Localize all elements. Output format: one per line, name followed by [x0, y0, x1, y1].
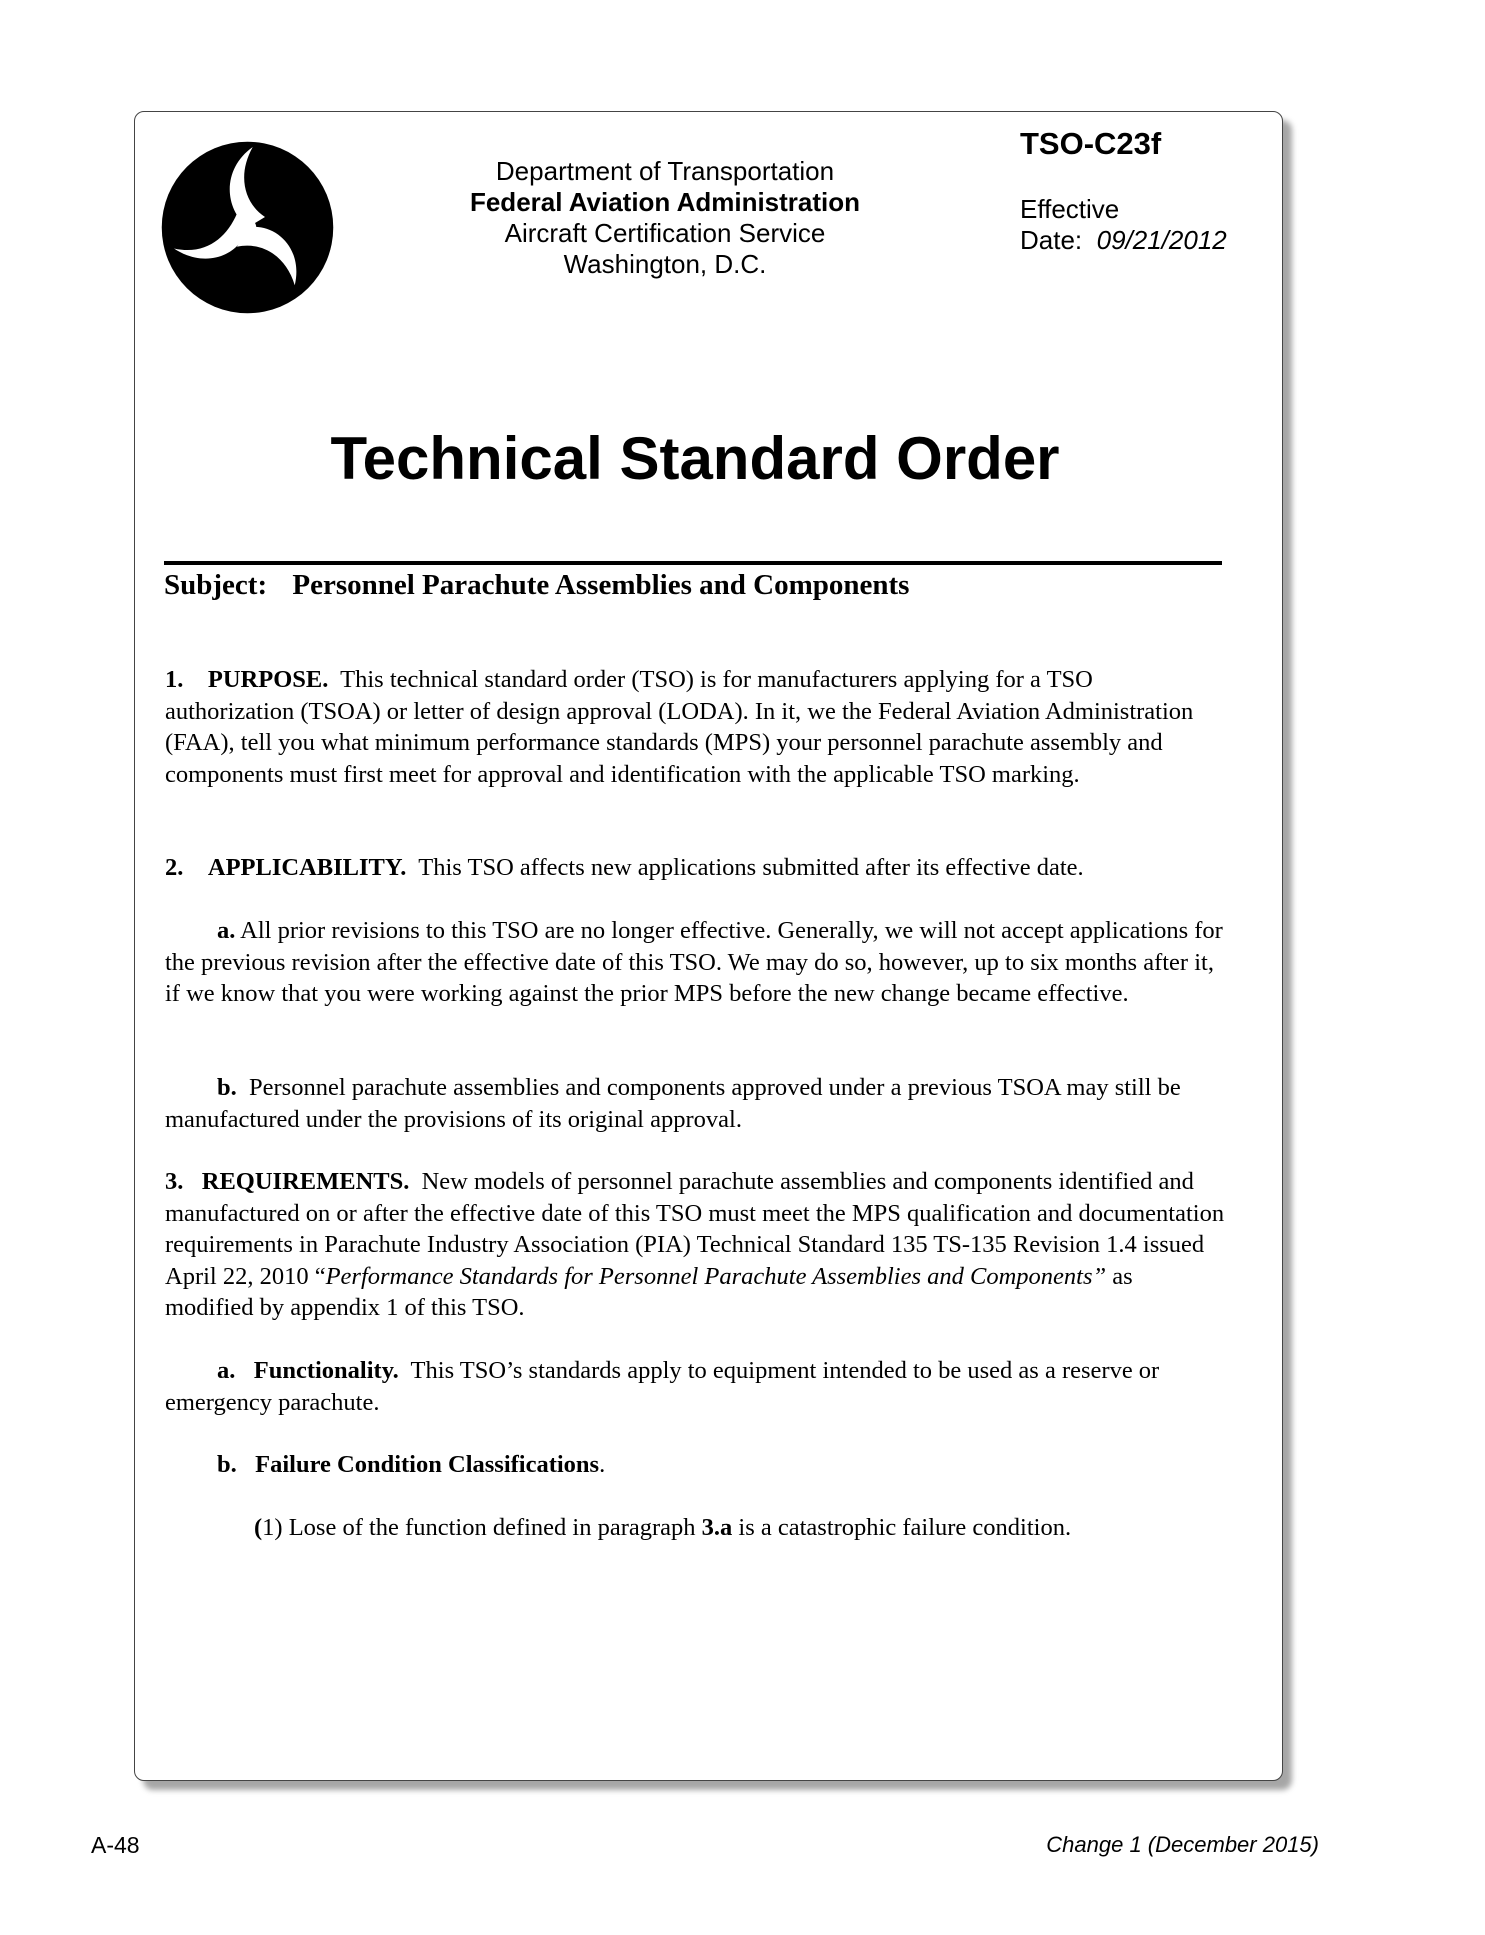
- section-heading: REQUIREMENTS.: [201, 1168, 410, 1195]
- page-title: Technical Standard Order: [330, 425, 1060, 492]
- paragraph-3b1: [254, 1512, 1225, 1544]
- section-number: 2.: [165, 854, 184, 881]
- paragraph-period: .: [599, 1451, 606, 1478]
- agency-block: [400, 156, 930, 280]
- agency-department: Department of Transportation: [495, 156, 835, 186]
- effective-label: Effective: [1020, 194, 1120, 224]
- subject-text: Personnel Parachute Assemblies and Components: [292, 569, 910, 601]
- paragraph-text: All prior revisions to this TSO are no longer effective. Generally, we will not accept applications for the previous revision after the effective date of this TSO. We may do so, however, up to six months after it, if we know that you were working against the prior MPS before the new change became effective.: [165, 917, 1223, 1007]
- paren-open: (: [254, 1514, 263, 1541]
- paragraph-label: b.: [217, 1074, 237, 1101]
- paragraph-2b: [165, 1072, 1225, 1135]
- paragraph-reference: 3.a: [701, 1514, 733, 1541]
- agency-location: Washington, D.C.: [563, 249, 767, 279]
- paragraph-text-end: is a catastrophic failure condition.: [732, 1514, 1072, 1541]
- section-number: 1.: [165, 666, 184, 693]
- paragraph-2a: [165, 915, 1225, 1010]
- section-applicability: [165, 852, 1225, 884]
- paragraph-label: a.: [217, 1357, 236, 1384]
- paragraph-3b: [217, 1449, 1225, 1481]
- agency-faa: Federal Aviation Administration: [469, 187, 861, 217]
- tso-number: TSO-C23f: [1020, 126, 1162, 161]
- change-notice: Change 1 (December 2015): [1046, 1832, 1319, 1857]
- dot-triskelion-logo-icon: [160, 140, 335, 315]
- section-text: This technical standard order (TSO) is for manufacturers applying for a TSO authorization (TSOA) or letter of design approval (LODA). In it, we the Federal Aviation Administration (FAA), tell you what minimum performance standards (MPS) your personnel parachute assembly and components must first meet for approval and identification with the applicable TSO marking.: [165, 666, 1194, 788]
- paragraph-label: b.: [217, 1451, 237, 1478]
- section-requirements: [165, 1166, 1225, 1324]
- effective-date-block: [1020, 194, 1227, 256]
- paragraph-text: This TSO’s standards apply to equipment intended to be used as a reserve or emergency parachute.: [165, 1357, 1160, 1416]
- title-divider: [164, 561, 1222, 565]
- paragraph-3a: [165, 1355, 1225, 1418]
- section-text: This TSO affects new applications submitted after its effective date.: [418, 854, 1084, 881]
- paragraph-heading: Functionality.: [253, 1357, 399, 1384]
- paragraph-text: 1) Lose of the function defined in paragraph: [262, 1514, 702, 1541]
- paragraph-label: a.: [217, 917, 236, 944]
- section-heading: APPLICABILITY.: [207, 854, 407, 881]
- agency-service: Aircraft Certification Service: [504, 218, 826, 248]
- section-heading: PURPOSE.: [207, 666, 329, 693]
- page-number: A-48: [91, 1832, 140, 1858]
- date-value: 09/21/2012: [1096, 225, 1227, 255]
- section-number: 3.: [165, 1168, 184, 1195]
- subject-label: Subject:: [164, 569, 268, 601]
- paragraph-heading: Failure Condition Classifications: [255, 1451, 600, 1478]
- section-text-end: as modified by appendix 1 of this TSO.: [165, 1262, 1133, 1321]
- date-label: Date:: [1020, 225, 1083, 255]
- paragraph-text: Personnel parachute assemblies and components approved under a previous TSOA may still be manufactured under the provisions of its original approval.: [165, 1074, 1181, 1133]
- standard-title: Performance Standards for Personnel Parachute Assemblies and Components”: [325, 1262, 1107, 1290]
- section-text: New models of personnel parachute assemblies and components identified and manufactured on or after the effective date of this TSO must meet the MPS qualification and documentation requirements in Parachute Industry Association (PIA) Technical Standard 135 TS-135 Revision 1.4 issued April 22, 2010 “: [165, 1168, 1225, 1290]
- section-purpose: [165, 664, 1225, 790]
- subject-line: [164, 569, 909, 602]
